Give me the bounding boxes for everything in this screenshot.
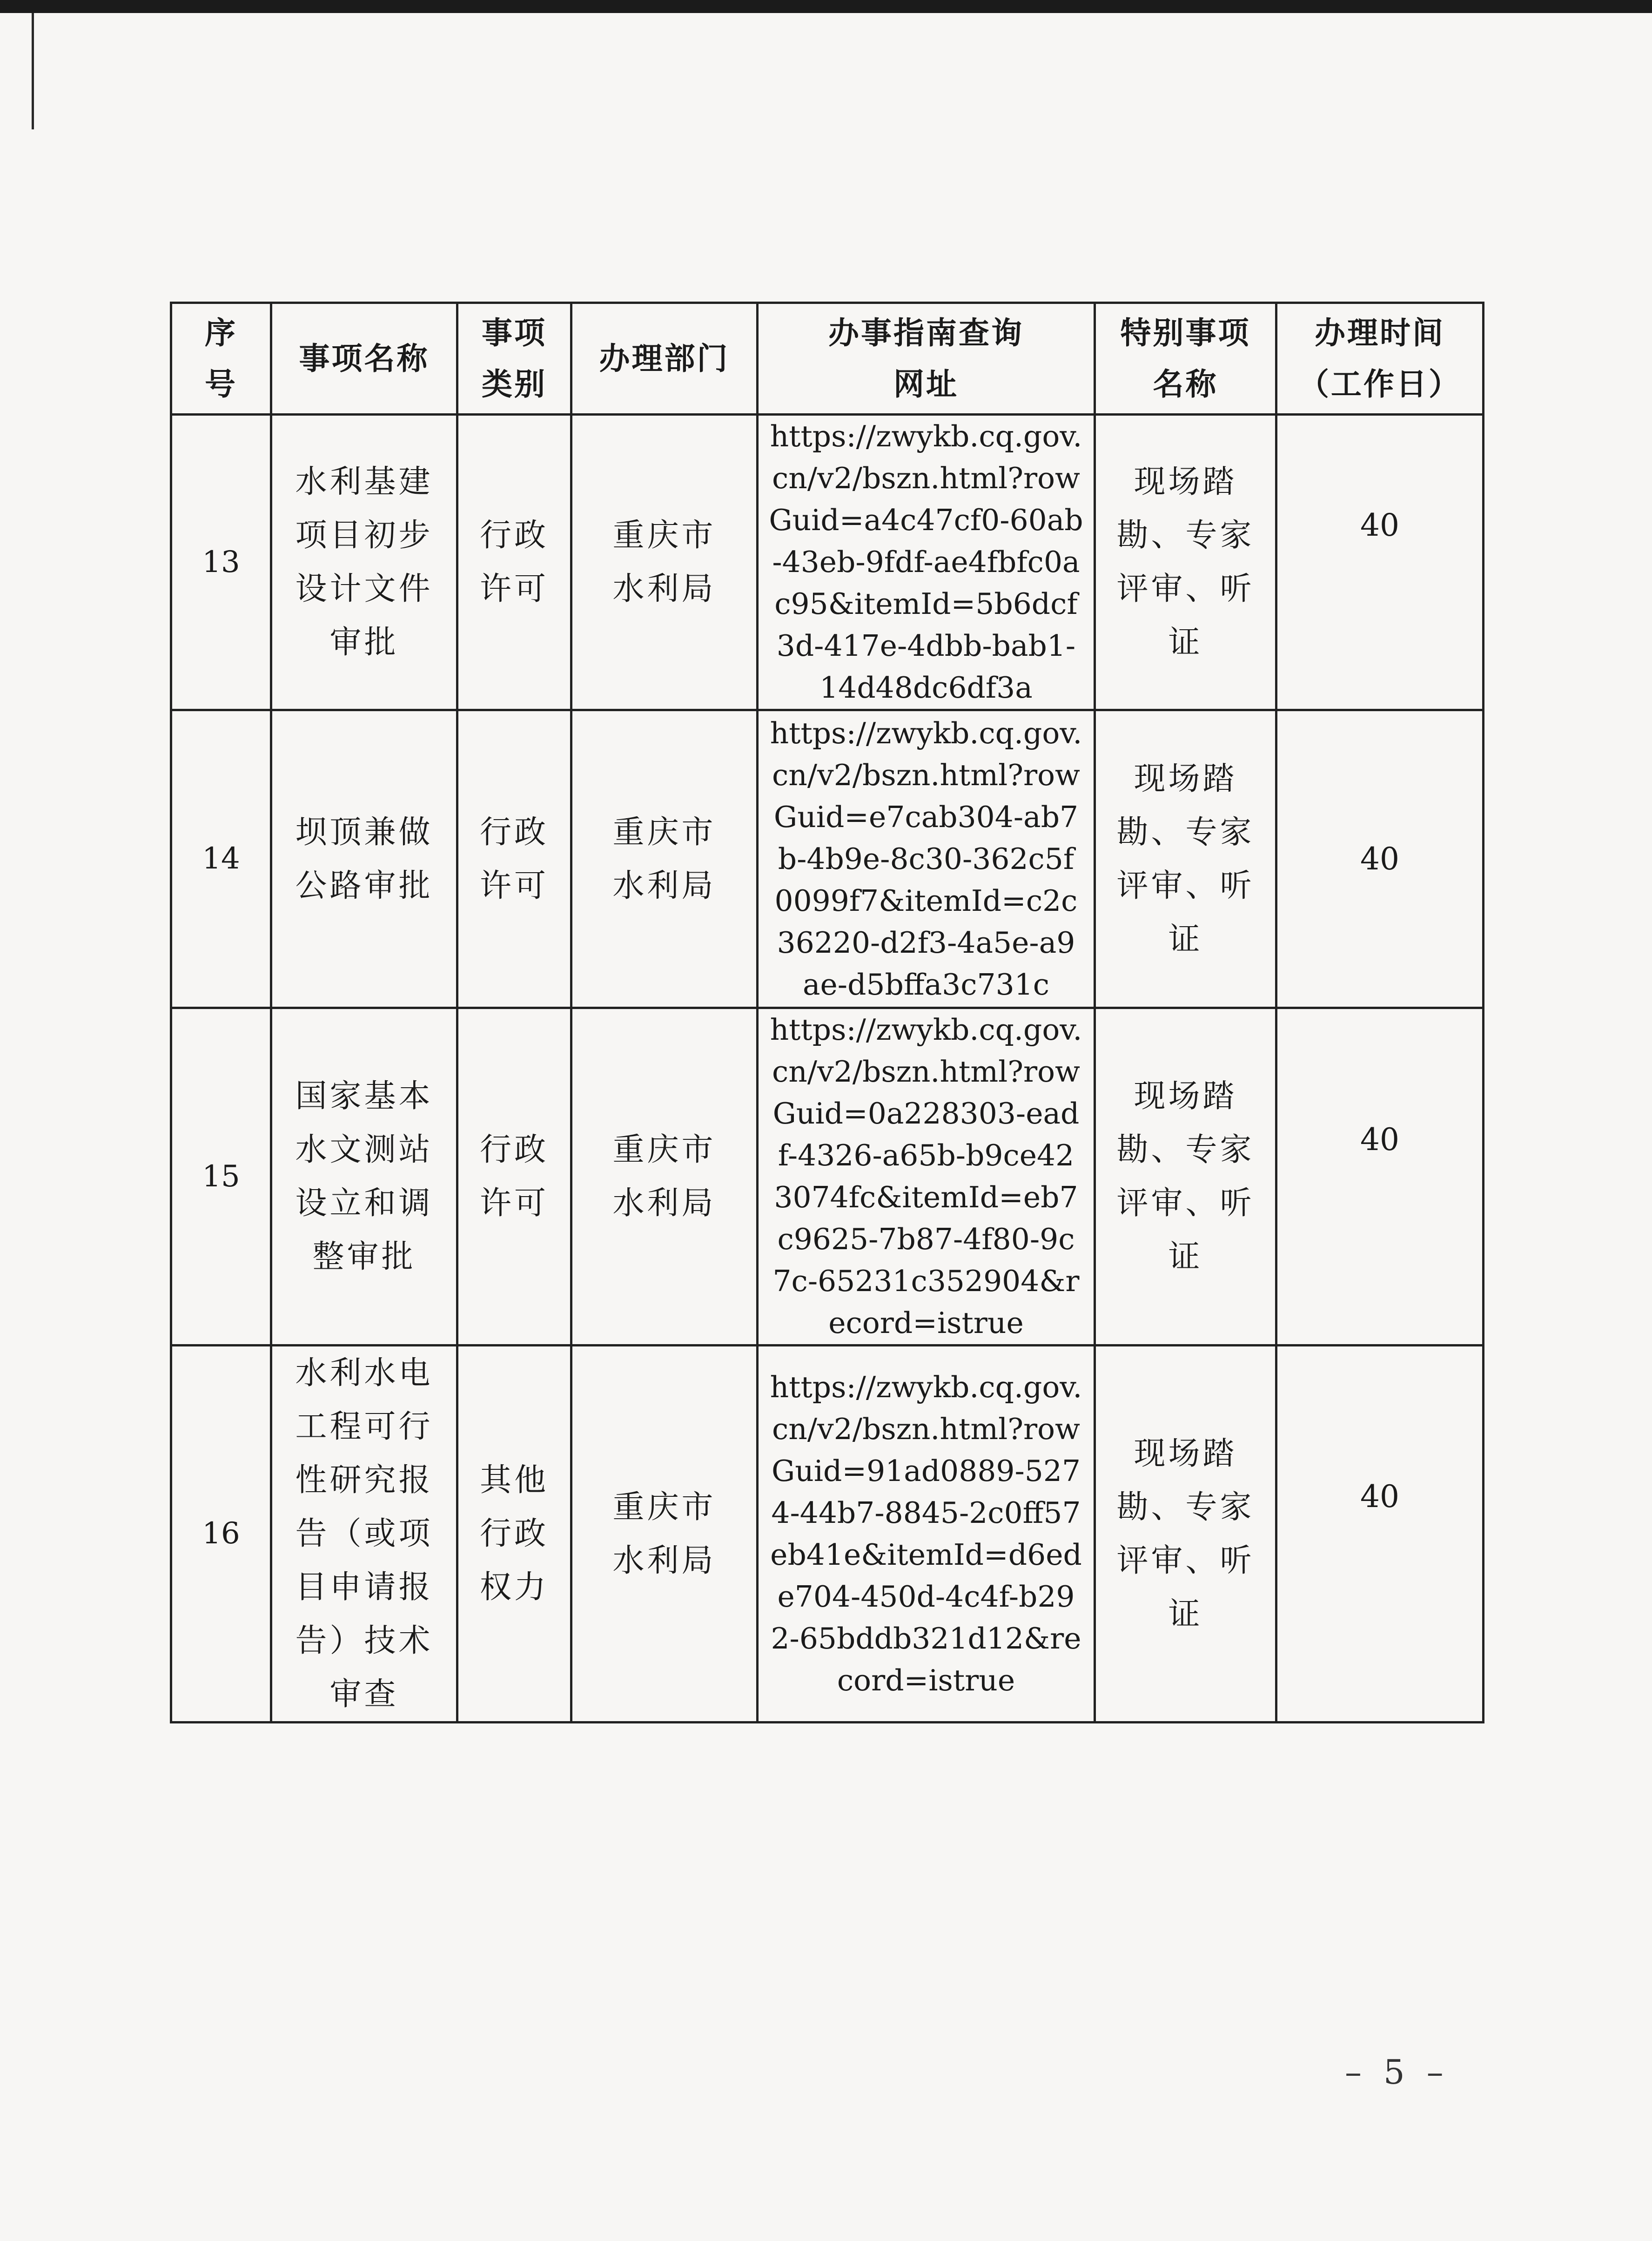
header-seq: 序号: [171, 303, 271, 415]
scan-left-edge: [32, 13, 34, 129]
row-department: 重庆市水利局: [571, 710, 758, 1008]
row-time: 40: [1276, 1008, 1484, 1346]
row-category: 行政许可: [457, 415, 571, 710]
row-department: 重庆市水利局: [571, 1008, 758, 1346]
row-seq: 15: [171, 1008, 271, 1346]
row-seq: 13: [171, 415, 271, 710]
row-special: 现场踏勘、专家评审、听证: [1095, 415, 1276, 710]
table-row: [171, 1346, 1484, 1723]
row-guide-url[interactable]: https://zwykb.cq.gov.cn/v2/bszn.html?rowGuid=0a228303-eadf-4326-a65b-b9ce423074fc&itemId=eb7c9625-7b87-4f80-9c7c-65231c352904&record=istrue: [758, 1008, 1095, 1346]
row-guide-url[interactable]: https://zwykb.cq.gov.cn/v2/bszn.html?rowGuid=a4c47cf0-60ab-43eb-9fdf-ae4fbfc0ac95&itemId=5b6dcf3d-417e-4dbb-bab1-14d48dc6df3a: [758, 415, 1095, 710]
row-seq: 14: [171, 710, 271, 1008]
row-guide-url[interactable]: https://zwykb.cq.gov.cn/v2/bszn.html?rowGuid=91ad0889-5274-44b7-8845-2c0ff57eb41e&itemId=d6ede704-450d-4c4f-b292-65bddb321d12&record=istrue: [758, 1346, 1095, 1723]
header-time: 办理时间（工作日）: [1276, 303, 1484, 415]
row-category: 其他行政权力: [457, 1346, 571, 1723]
row-time: 40: [1276, 710, 1484, 1008]
row-time: 40: [1276, 1346, 1484, 1723]
row-time: 40: [1276, 415, 1484, 710]
table-row: [171, 1008, 1484, 1346]
header-name: 事项名称: [271, 303, 457, 415]
scan-top-edge: [0, 0, 1652, 13]
header-category: 事项类别: [457, 303, 571, 415]
row-category: 行政许可: [457, 710, 571, 1008]
row-seq: 16: [171, 1346, 271, 1723]
row-guide-url[interactable]: https://zwykb.cq.gov.cn/v2/bszn.html?rowGuid=e7cab304-ab7b-4b9e-8c30-362c5f0099f7&itemId=c2c36220-d2f3-4a5e-a9ae-d5bffa3c731c: [758, 710, 1095, 1008]
row-name: 水利基建项目初步设计文件审批: [271, 415, 457, 710]
table-row: [171, 710, 1484, 1008]
row-special: 现场踏勘、专家评审、听证: [1095, 710, 1276, 1008]
header-department: 办理部门: [571, 303, 758, 415]
table-row: [171, 415, 1484, 710]
row-special: 现场踏勘、专家评审、听证: [1095, 1346, 1276, 1723]
row-special: 现场踏勘、专家评审、听证: [1095, 1008, 1276, 1346]
items-table: [170, 302, 1484, 1723]
row-category: 行政许可: [457, 1008, 571, 1346]
table-header-row: [171, 303, 1484, 415]
row-name: 坝顶兼做公路审批: [271, 710, 457, 1008]
row-name: 国家基本水文测站设立和调整审批: [271, 1008, 457, 1346]
header-special: 特别事项名称: [1095, 303, 1276, 415]
row-department: 重庆市水利局: [571, 1346, 758, 1723]
page-number: – 5 –: [1345, 2053, 1449, 2092]
row-name: 水利水电工程可行性研究报告（或项目申请报告）技术审查: [271, 1346, 457, 1723]
row-department: 重庆市水利局: [571, 415, 758, 710]
header-guide-url: 办事指南查询网址: [758, 303, 1095, 415]
